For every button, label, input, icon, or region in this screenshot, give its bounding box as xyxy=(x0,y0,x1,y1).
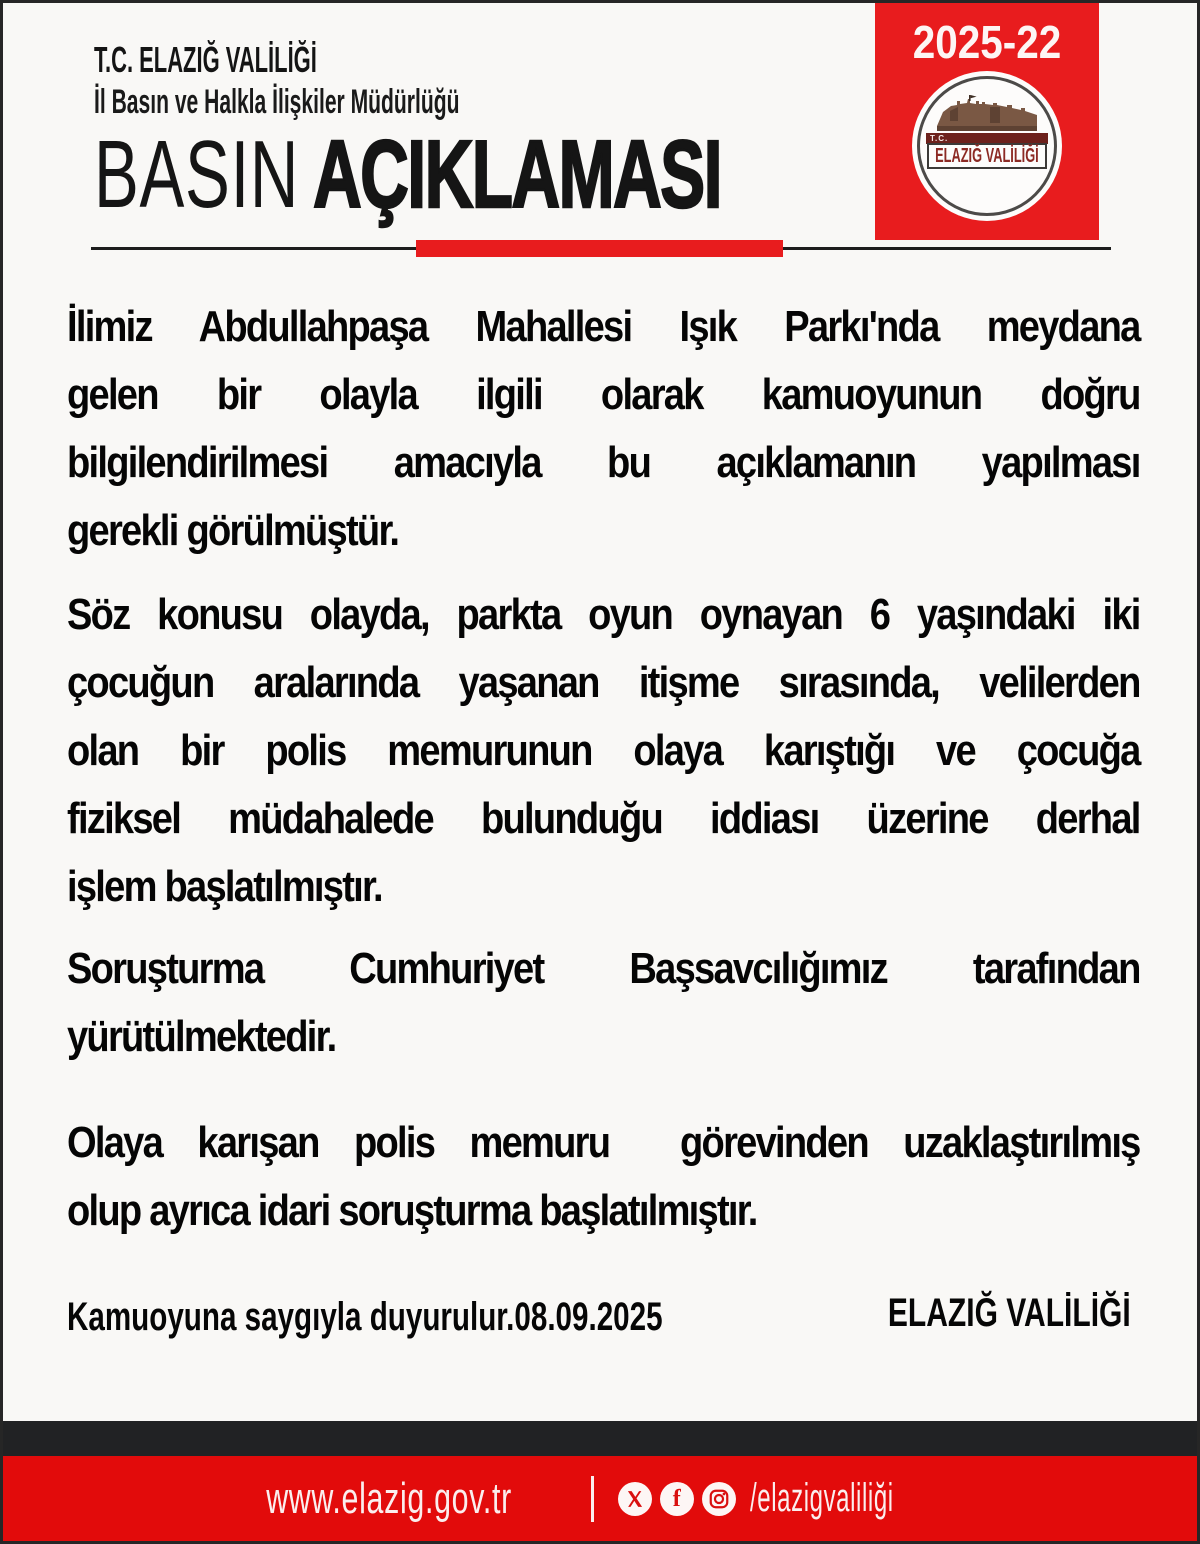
page-title-heavy: AÇIKLAMASI xyxy=(313,121,722,228)
signature-authority: ELAZIĞ VALİLİĞİ xyxy=(888,1291,1131,1335)
social-handle[interactable]: /elazigvaliliği xyxy=(749,1476,894,1520)
governorship-logo xyxy=(912,71,1062,221)
footer-top-strip xyxy=(3,1421,1197,1456)
paragraph-line: yürütülmektedir. xyxy=(67,1012,336,1061)
paragraph-1 xyxy=(67,293,1140,565)
facebook-glyph: f xyxy=(672,1485,681,1512)
paragraph-line: bilgilendirilmesi amacıyla bu açıklamanın yapılması xyxy=(67,438,1140,487)
paragraph-2 xyxy=(67,581,1140,921)
paragraph-line: çocuğun aralarında yaşanan itişme sırasında, velilerden xyxy=(67,658,1140,707)
paragraph-line: gelen bir olayla ilgili olarak kamuoyunun doğru xyxy=(67,370,1140,419)
paragraph-line: olup ayrıca idari soruşturma başlatılmıştır. xyxy=(67,1186,757,1235)
logo-label-box xyxy=(927,143,1047,169)
page-title xyxy=(94,121,722,228)
divider-red-accent xyxy=(416,240,783,257)
social-icons xyxy=(618,1482,736,1516)
paragraph-line: Olaya karışan polis memuru görevinden uzaklaştırılmış xyxy=(67,1118,1140,1167)
facebook-icon[interactable] xyxy=(660,1482,694,1516)
footer-separator xyxy=(591,1476,594,1522)
paragraph-3 xyxy=(67,935,1140,1071)
page-title-light: BASIN xyxy=(94,121,300,228)
paragraph-4 xyxy=(67,1109,1140,1245)
paragraph-line: gerekli görülmüştür. xyxy=(67,506,399,555)
agency-name: T.C. ELAZIĞ VALİLİĞİ xyxy=(94,39,317,80)
paragraph-line: olan bir polis memurunun olaya karıştığı ve çocuğa xyxy=(67,726,1140,775)
footer-bar xyxy=(3,1456,1197,1541)
paragraph-line: işlem başlatılmıştır. xyxy=(67,862,382,911)
reference-box xyxy=(875,3,1099,240)
agency-department: İl Basın ve Halkla İlişkiler Müdürlüğü xyxy=(94,83,460,121)
logo-tc-bar: T.C. xyxy=(926,133,1048,144)
website-link[interactable]: www.elazig.gov.tr xyxy=(265,1473,512,1523)
paragraph-line: İlimiz Abdullahpaşa Mahallesi Işık Parkı'nda meydana xyxy=(67,302,1140,351)
logo-label-text: ELAZIĞ VALİLİĞİ xyxy=(935,144,1039,167)
paragraph-line: Söz konusu olayda, parkta oyun oynayan 6 yaşındaki iki xyxy=(67,590,1140,639)
paragraph-line: Soruşturma Cumhuriyet Başsavcılığımız tarafından xyxy=(67,944,1140,993)
x-icon[interactable] xyxy=(618,1482,652,1516)
paragraph-line: fiziksel müdahalede bulunduğu iddiası üzerine derhal xyxy=(67,794,1140,843)
instagram-icon[interactable] xyxy=(702,1482,736,1516)
closing-statement: Kamuoyuna saygıyla duyurulur.08.09.2025 xyxy=(67,1295,663,1339)
reference-number: 2025-22 xyxy=(912,16,1062,68)
castle-icon xyxy=(930,95,1044,135)
